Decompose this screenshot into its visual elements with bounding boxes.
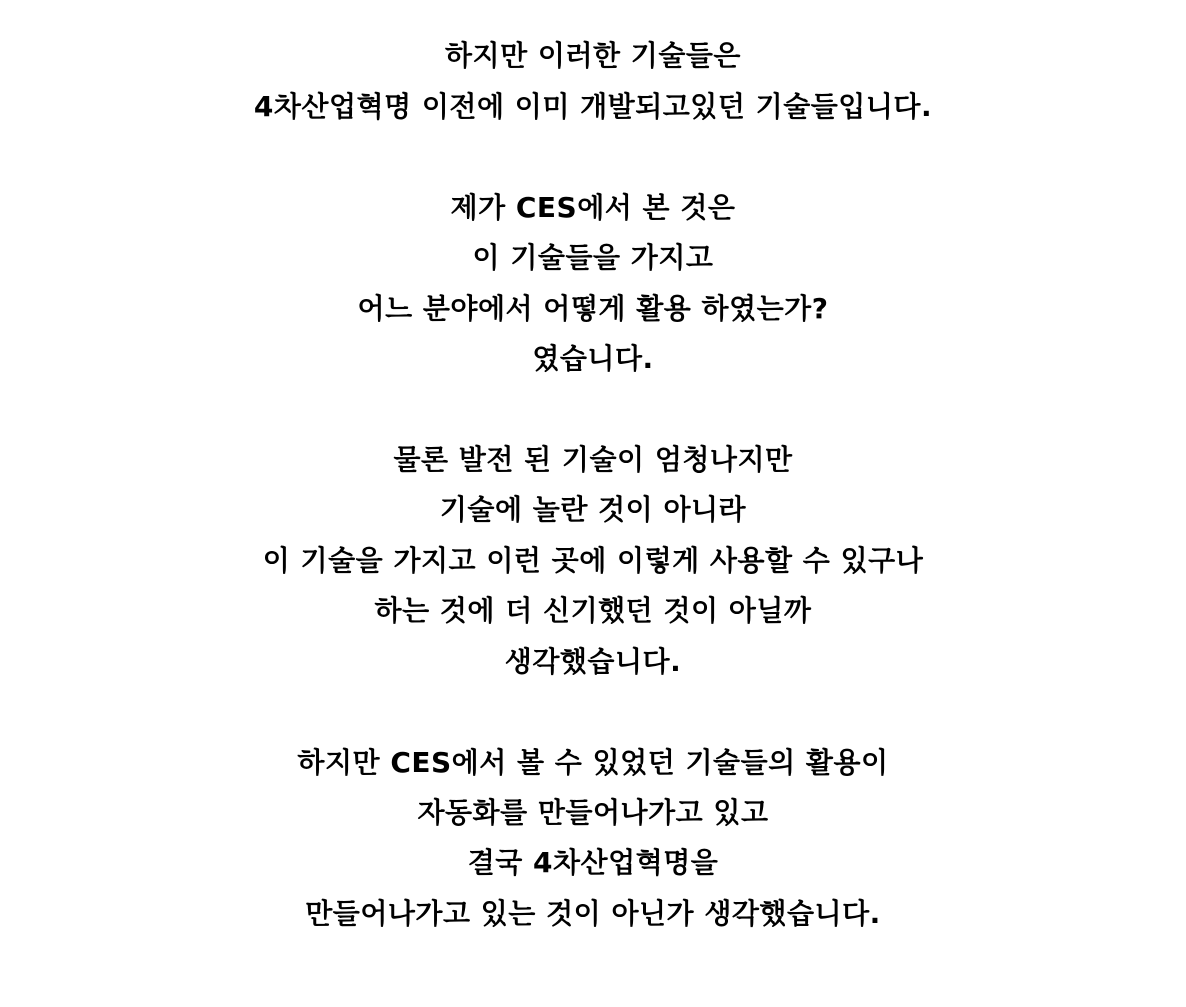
text-line: 였습니다. [532, 342, 654, 375]
text-line: 자동화를 만들어나가고 있고 [417, 796, 769, 829]
text-line: 하지만 CES에서 볼 수 있었던 기술들의 활용이 [297, 746, 889, 779]
text-line: 결국 4차산업혁명을 [467, 846, 719, 879]
text-line: 이 기술을 가지고 이런 곳에 이렇게 사용할 수 있구나 [262, 544, 924, 577]
text-line: 제가 CES에서 본 것은 [450, 191, 736, 224]
text-line: 어느 분야에서 어떻게 활용 하였는가? [357, 292, 829, 325]
text-line: 하지만 이러한 기술들은 [445, 39, 741, 72]
text-line: 생각했습니다. [504, 645, 682, 678]
text-line: 하는 것에 더 신기했던 것이 아닐까 [374, 594, 812, 627]
text-line: 4차산업혁명 이전에 이미 개발되고있던 기술들입니다. [253, 90, 933, 123]
text-line: 기술에 놀란 것이 아니라 [439, 493, 747, 526]
text-line: 이 기술들을 가지고 [472, 241, 714, 274]
text-line: 물론 발전 된 기술이 엄청나지만 [393, 443, 793, 476]
text-line: 만들어나가고 있는 것이 아닌가 생각했습니다. [305, 897, 881, 930]
